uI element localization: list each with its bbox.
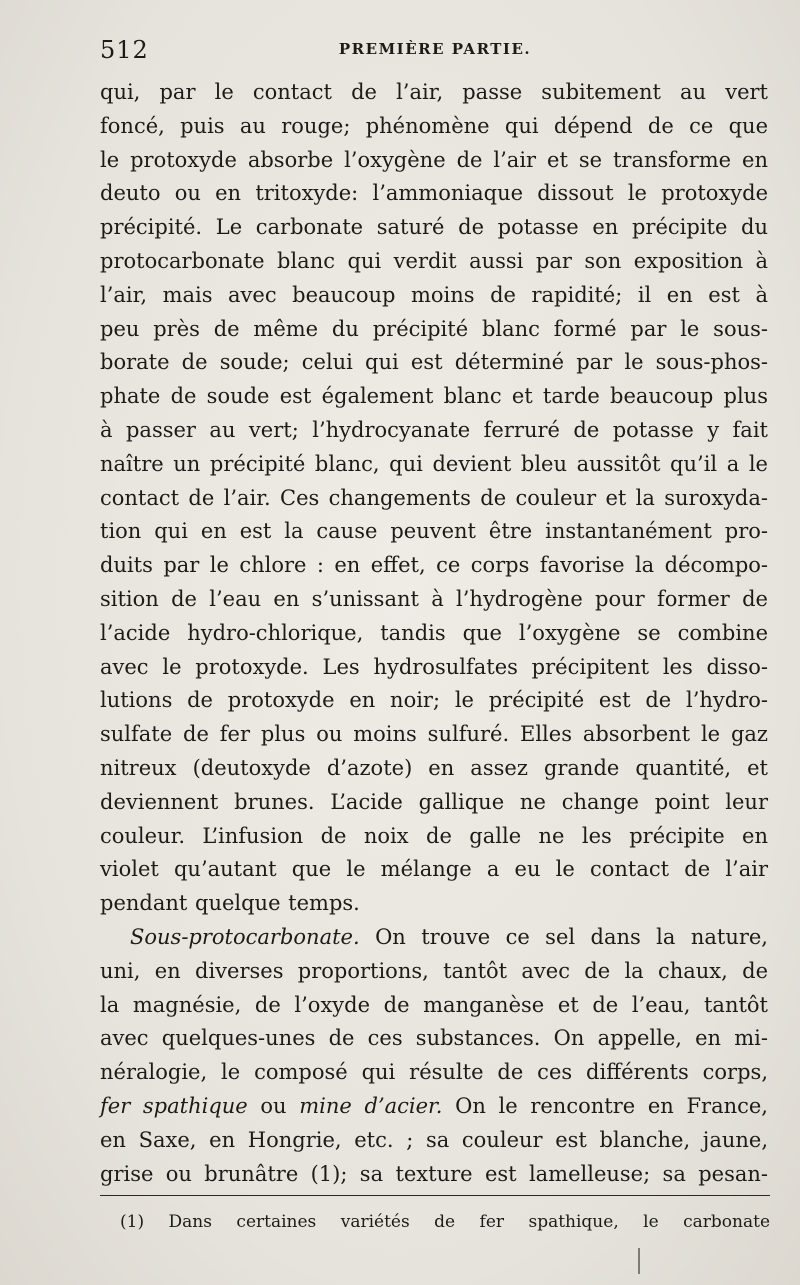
text-line: naître un précipité blanc, qui devient bleu aussitôt qu’il a le xyxy=(100,451,768,476)
text-line: l’air, mais avec beaucoup moins de rapidité; il en est à xyxy=(100,282,768,307)
text-line: avec le protoxyde. Les hydrosulfates précipitent les disso- xyxy=(100,654,768,679)
text-line: tion qui en est la cause peuvent être instantanément pro- xyxy=(100,519,768,544)
section-heading: Sous-protocarbonate. xyxy=(130,924,360,949)
text-line: grise ou brunâtre (1); sa texture est lamelleuse; sa pesan- xyxy=(100,1161,768,1186)
text-line: néralogie, le composé qui résulte de ces différents corps, xyxy=(100,1060,768,1085)
page-number: 512 xyxy=(100,36,149,64)
text-line xyxy=(100,1090,768,1124)
text-line: foncé, puis au rouge; phénomène qui dépend de ce que xyxy=(100,113,768,138)
footnote-rule xyxy=(100,1195,770,1196)
text-fragment: On trouve ce sel dans la nature, xyxy=(375,924,768,949)
text-line: la magnésie, de l’oxyde de manganèse et de l’eau, tantôt xyxy=(100,992,768,1017)
text-line: pendant quelque temps. xyxy=(100,891,360,916)
text-line: à passer au vert; l’hydrocyanate ferruré de potasse y fait xyxy=(100,417,768,442)
paragraph-start-line xyxy=(100,921,768,955)
text-line: précipité. Le carbonate saturé de potasse en précipite du xyxy=(100,215,768,240)
italic-term: mine d’acier. xyxy=(299,1093,443,1118)
text-line: le protoxyde absorbe l’oxygène de l’air et se transforme en xyxy=(100,147,768,172)
text-line: protocarbonate blanc qui verdit aussi par son exposition à xyxy=(100,248,768,273)
text-fragment: On le rencontre en France, xyxy=(455,1093,768,1118)
text-line: deviennent brunes. L’acide gallique ne change point leur xyxy=(100,789,768,814)
body-text xyxy=(100,76,768,1191)
text-line: nitreux (deutoxyde d’azote) en assez grande quantité, et xyxy=(100,755,768,780)
text-line: contact de l’air. Ces changements de couleur et la suroxyda- xyxy=(100,485,768,510)
text-line: peu près de même du précipité blanc formé par le sous- xyxy=(100,316,768,341)
text-line: borate de soude; celui qui est déterminé par le sous-phos- xyxy=(100,350,768,375)
text-line: qui, par le contact de l’air, passe subitement au vert xyxy=(100,80,768,104)
running-head: PREMIÈRE PARTIE. xyxy=(338,40,532,58)
text-fragment: ou xyxy=(260,1093,287,1118)
printer-mark xyxy=(638,1248,640,1274)
text-line: couleur. L’infusion de noix de galle ne les précipite en xyxy=(100,823,768,848)
text-line: violet qu’autant que le mélange a eu le contact de l’air xyxy=(100,857,768,882)
text-line: l’acide hydro-chlorique, tandis que l’oxygène se combine xyxy=(100,620,768,645)
italic-term: fer spathique xyxy=(100,1093,248,1118)
text-line: duits par le chlore : en effet, ce corps favorise la décompo- xyxy=(100,553,768,578)
text-line: uni, en diverses proportions, tantôt avec de la chaux, de xyxy=(100,958,768,983)
text-line: sulfate de fer plus ou moins sulfuré. Elles absorbent le gaz xyxy=(100,722,768,747)
footnote: (1) Dans certaines variétés de fer spathique, le carbonate xyxy=(120,1212,770,1232)
text-line: lutions de protoxyde en noir; le précipité est de l’hydro- xyxy=(100,688,768,713)
text-line: phate de soude est également blanc et tarde beaucoup plus xyxy=(100,384,768,409)
page-header xyxy=(100,36,770,66)
text-line: deuto ou en tritoxyde: l’ammoniaque dissout le protoxyde xyxy=(100,181,768,206)
text-line: en Saxe, en Hongrie, etc. ; sa couleur est blanche, jaune, xyxy=(100,1127,768,1152)
text-line: avec quelques-unes de ces substances. On appelle, en mi- xyxy=(100,1026,768,1051)
text-line: sition de l’eau en s’unissant à l’hydrogène pour former de xyxy=(100,586,768,611)
